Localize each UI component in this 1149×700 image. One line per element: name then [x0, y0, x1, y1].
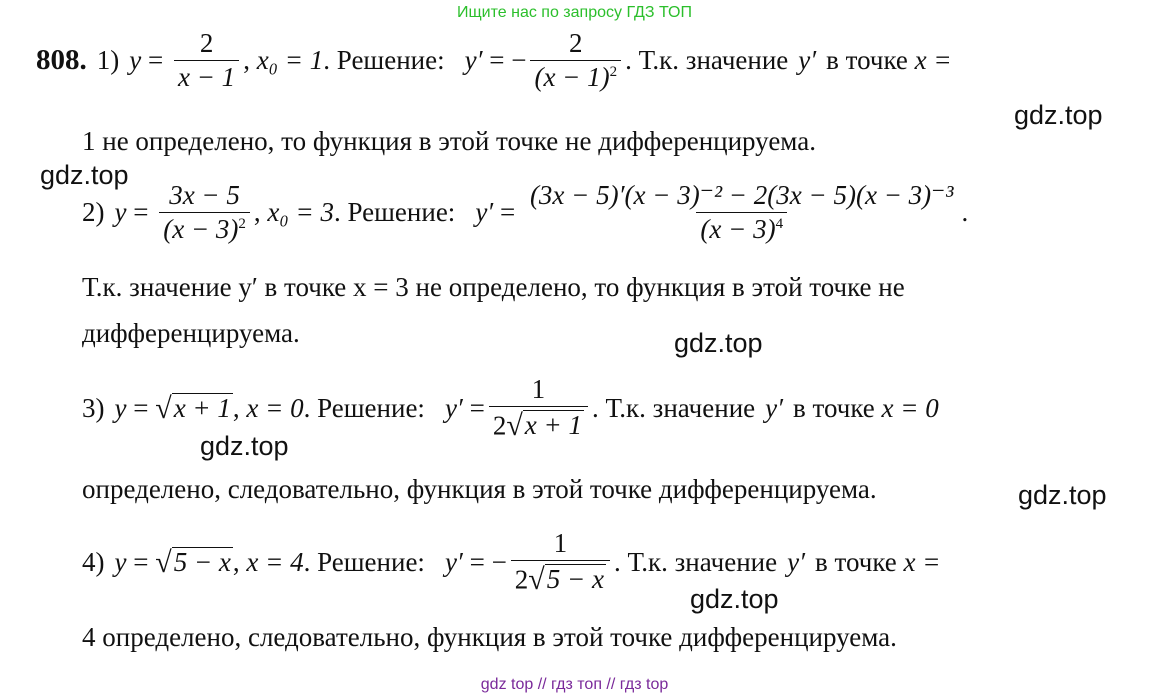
solution-label: . Решение:	[303, 546, 425, 577]
item-4-conclusion: 4 определено, следовательно, функция в этой точке дифференцируема.	[82, 622, 897, 652]
sqrt: √ 5 − x	[155, 545, 231, 579]
item-label: 1)	[96, 45, 120, 75]
item-2-conclusion: Т.к. значение y′ в точке x = 3 не определено, то функция в этой точке не	[82, 272, 905, 302]
sqrt: √ x + 1	[155, 391, 231, 425]
item-3-line: 3) y = √ x + 1 , x = 0 . Решение: y′ = 1 2 √ x + 1 . Т.к. значение y′ в точке x = 0	[82, 374, 939, 442]
derivative-fraction: $\frac{\text{(3x − 5)′(x − 3)⁻² − 2(3x − 5)(x − 3)⁻³}}{(x - 3)^4}$	[529, 180, 954, 244]
watermark: gdz.top	[690, 584, 779, 614]
fraction: $\frac{2}{x - 1}$	[174, 30, 239, 91]
item-2-line: 2) y = $\frac{3x - 5}{(x - 3)^2}$ , x₀ = 3 . Решение: y′ = $\frac{\text{(3x − 5)′(x − 3)⁻² − 2(3x − 5)(x − 3)⁻³}}{(x - 3)^4}$ .	[82, 180, 969, 244]
given-point: x₀ = 1	[256, 45, 324, 75]
derivative-fraction: 1 2 √ 5 − x	[511, 530, 610, 595]
solution-label: . Решение:	[303, 392, 425, 423]
fraction: $\frac{3x - 5}{(x - 3)^2}$	[159, 182, 250, 243]
item-2-conclusion-end: дифференцируема.	[82, 318, 300, 348]
solution-label: . Решение:	[334, 197, 456, 227]
item-label: 4)	[82, 546, 105, 577]
derivative-fraction: $\frac{2}{(x - 1)^2}$	[530, 30, 621, 91]
watermark: gdz.top	[40, 160, 129, 190]
watermark: gdz.top	[1014, 100, 1103, 130]
given-point: x = 0	[246, 392, 304, 423]
watermark: gdz.top	[674, 328, 763, 358]
watermark: gdz.top	[1018, 480, 1107, 510]
item-label: 3)	[82, 392, 105, 423]
item-3-conclusion: определено, следовательно, функция в этой точке дифференцируема.	[82, 474, 877, 504]
given-point: x₀ = 3	[267, 197, 334, 227]
given-point: x = 4	[246, 546, 304, 577]
solution-label: . Решение:	[323, 45, 445, 75]
watermark: gdz.top	[200, 431, 289, 461]
item-label: 2)	[82, 197, 105, 227]
header-search-hint: Ищите нас по запросу ГДЗ ТОП	[457, 4, 692, 21]
item-1-conclusion: 1 не определено, то функция в этой точке не дифференцируема.	[82, 126, 816, 156]
item-1-line: 808. 1) y = $\frac{2}{x - 1}$ , x₀ = 1 . Решение: y′ = − $\frac{2}{(x - 1)^2}$ . Т.к. значение y′ в точке x =	[36, 28, 952, 92]
derivative-fraction: 1 2 √ x + 1	[489, 376, 588, 441]
item-4-line: 4) y = √ 5 − x , x = 4 . Решение: y′ = − 1 2 √ 5 − x . Т.к. значение y′ в точке x =	[82, 528, 941, 596]
footer-links: gdz top // гдз топ // гдз top	[480, 676, 669, 693]
problem-number: 808.	[36, 44, 87, 76]
